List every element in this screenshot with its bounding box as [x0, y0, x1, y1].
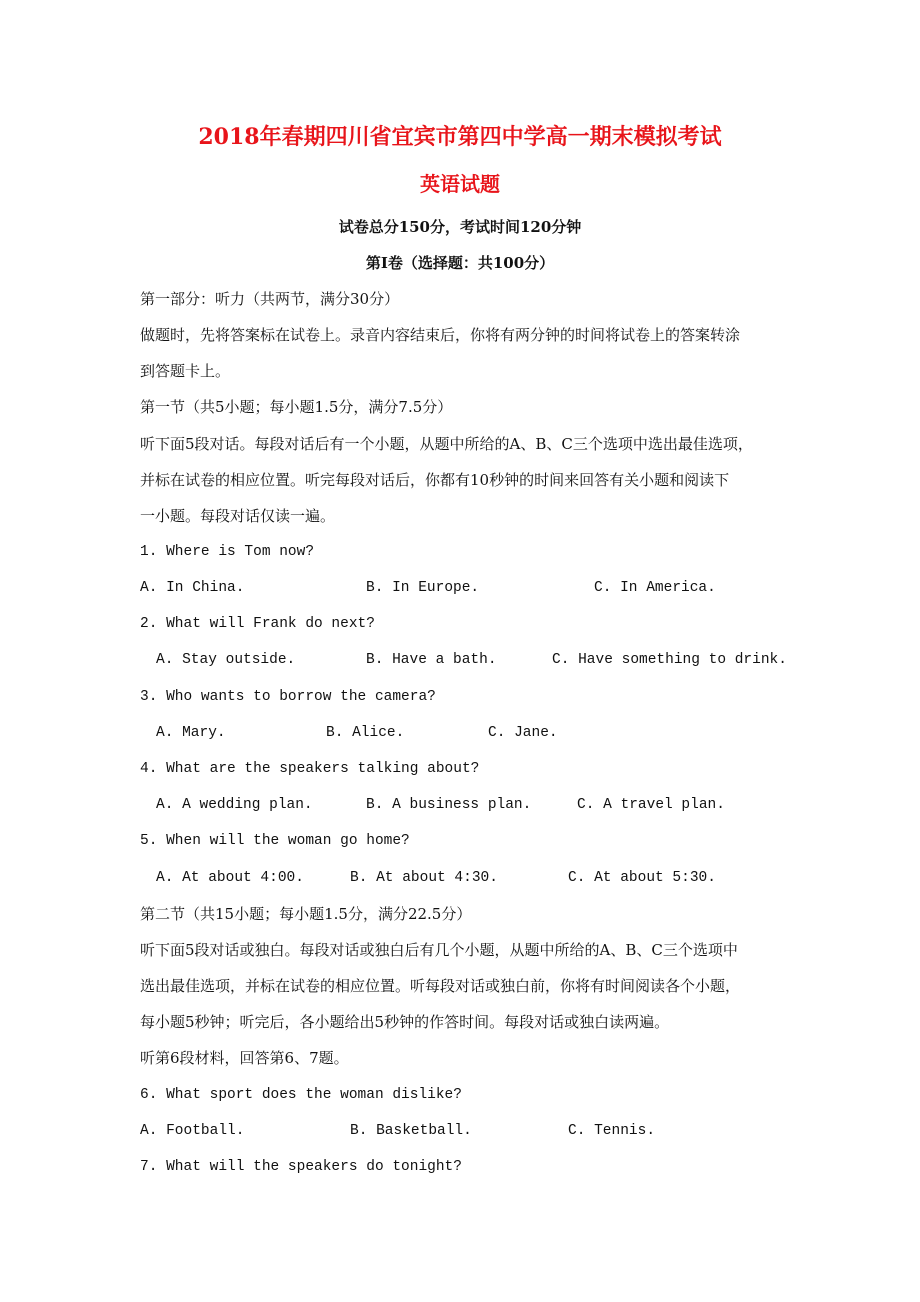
question-2-option-b: B. Have a bath.	[366, 652, 497, 668]
question-5-option-b: B. At about 4:30.	[350, 870, 498, 886]
question-4-option-a: A. A wedding plan.	[156, 797, 313, 813]
section1-instruction: 一小题。每段对话仅读一遍。	[140, 507, 336, 525]
question-1-option-c: C. In America.	[594, 580, 716, 596]
section2-instruction: 每小题5秒钟；听完后，各小题给出5秒钟的作答时间。每段对话或独白读两遍。	[140, 1013, 670, 1031]
question-4-option-b: B. A business plan.	[366, 797, 532, 813]
section2-instruction: 选出最佳选项，并标在试卷的相应位置。听每段对话或独白前，你将有时间阅读各个小题，	[140, 977, 741, 995]
question-3-option-c: C. Jane.	[488, 725, 558, 741]
question-3-option-b: B. Alice.	[326, 725, 405, 741]
question-5: 5. When will the woman go home?	[140, 833, 410, 849]
question-1-option-a: A. In China.	[140, 580, 245, 596]
question-4-option-c: C. A travel plan.	[577, 797, 725, 813]
question-6: 6. What sport does the woman dislike?	[140, 1087, 462, 1103]
section2-heading: 第二节（共15小题；每小题1.5分，满分22.5分）	[140, 905, 472, 923]
question-6-option-b: B. Basketball.	[350, 1123, 472, 1139]
question-1: 1. Where is Tom now?	[140, 544, 315, 560]
question-2-option-a: A. Stay outside.	[156, 652, 296, 668]
material-6-heading: 听第6段材料，回答第6、7题。	[140, 1049, 349, 1067]
question-3: 3. Who wants to borrow the camera?	[140, 689, 436, 705]
part1-instruction: 到答题卡上。	[140, 362, 231, 380]
question-7: 7. What will the speakers do tonight?	[140, 1159, 462, 1175]
section1-heading: 第一节（共5小题；每小题1.5分，满分7.5分）	[140, 398, 453, 416]
question-2: 2. What will Frank do next?	[140, 616, 375, 632]
part1-heading: 第一部分：听力（共两节，满分30分）	[140, 290, 400, 308]
question-3-option-a: A. Mary.	[156, 725, 226, 741]
volume-heading: 第I卷（选择题：共100分）	[365, 254, 555, 272]
section1-instruction: 听下面5段对话。每段对话后有一个小题，从题中所给的A、B、C三个选项中选出最佳选项，	[140, 435, 753, 453]
part1-instruction: 做题时，先将答案标在试卷上。录音内容结束后，你将有两分钟的时间将试卷上的答案转涂	[140, 326, 741, 344]
question-5-option-a: A. At about 4:00.	[156, 870, 304, 886]
question-6-option-c: C. Tennis.	[568, 1123, 656, 1139]
section2-instruction: 听下面5段对话或独白。每段对话或独白后有几个小题，从题中所给的A、B、C三个选项中	[140, 941, 738, 959]
question-2-option-c: C. Have something to drink.	[552, 652, 787, 668]
question-4: 4. What are the speakers talking about?	[140, 761, 480, 777]
exam-subtitle: 英语试题	[420, 172, 500, 196]
section1-instruction: 并标在试卷的相应位置。听完每段对话后，你都有10秒钟的时间来回答有关小题和阅读下	[140, 471, 730, 489]
question-6-option-a: A. Football.	[140, 1123, 245, 1139]
question-1-option-b: B. In Europe.	[366, 580, 480, 596]
question-5-option-c: C. At about 5:30.	[568, 870, 716, 886]
exam-info: 试卷总分150分，考试时间120分钟	[338, 218, 582, 236]
exam-title: 2018年春期四川省宜宾市第四中学高一期末模拟考试	[198, 124, 722, 150]
